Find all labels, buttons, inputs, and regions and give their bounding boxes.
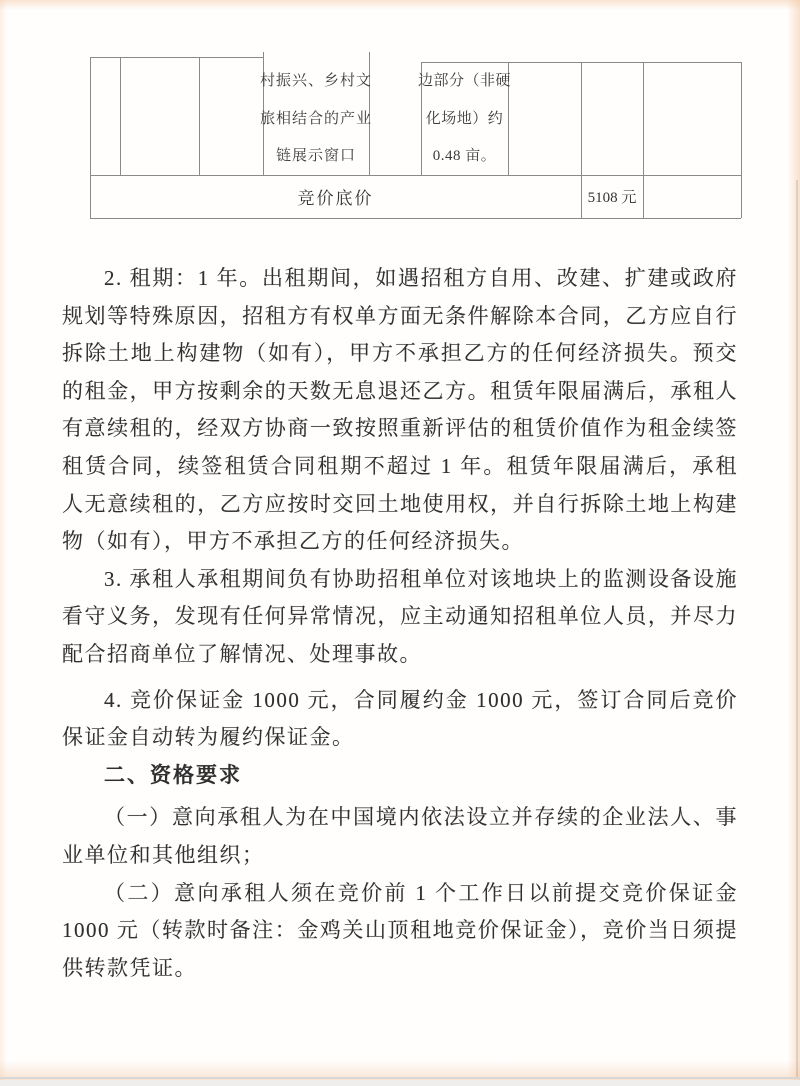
area-line-1: 边部分（非硬: [418, 73, 512, 89]
table-cell-area: [418, 72, 512, 165]
paragraph-qualification-1: （一）意向承租人为在中国境内依法设立并存续的企业法人、事业单位和其他组织；: [62, 805, 738, 867]
table-border-col1: [120, 57, 121, 175]
table-border-right: [741, 62, 742, 218]
floor-price-value: 5108 元: [587, 190, 637, 206]
paragraph-custody-duty: 3. 承租人承租期间负有协助招租单位对该地块上的监测设备设施看守义务，发现有任何异常情况，应主动通知招租单位人员，并尽力配合招商单位了解情况、处理事故。: [62, 566, 738, 666]
heading-qualification-requirements: 二、资格要求: [104, 763, 242, 787]
table-border-col2: [199, 57, 200, 175]
table-border-top-left: [90, 57, 264, 58]
paragraph-qualification-2: （二）意向承租人须在竞价前 1 个工作日以前提交竞价保证金 1000 元（转款时备注：金鸡关山顶租地竞价保证金），竞价当日须提供转款凭证。: [62, 880, 738, 980]
scan-line-right: [796, 180, 798, 1078]
document-body: [62, 260, 738, 987]
paragraph-deposit: 4. 竞价保证金 1000 元，合同履约金 1000 元，签订合同后竞价保证金自动转为履约保证金。: [62, 687, 738, 750]
scan-band-bottom: [0, 1080, 800, 1086]
scan-edge-top: [0, 0, 800, 10]
area-line-3: 0.48 亩。: [432, 148, 497, 164]
scan-line-bottom: [0, 1077, 800, 1079]
area-line-2: 化场地）约: [425, 110, 504, 127]
usage-line-1: 村振兴、乡村文: [260, 73, 373, 89]
paragraph-lease-term: 2. 租期：1 年。出租期间，如遇招租方自用、改建、扩建或政府规划等特殊原因，招租方有权单方面无条件解除本合同，乙方应自行拆除土地上构建物（如有），甲方不承担乙方的任何经济损失。预交的租金，甲方按剩余的天数无息退还乙方。租赁年限届满后，承租人有意续租的，经双方协商一致按照重新评估的租赁价值作为租金续签租赁合同，续签租赁合同租期不超过 1 年。租赁年限届满后，承租人无意续租的，乙方应按时交回土地使用权，并自行拆除土地上构建物（如有），甲方不承担乙方的任何经济损失。: [62, 266, 738, 554]
table-border-col8: [643, 62, 644, 218]
usage-line-3: 链展示窗口: [275, 148, 356, 164]
table-border-bottom: [90, 218, 741, 219]
scan-edge-right: [787, 0, 800, 1086]
scan-edge-left: [0, 0, 7, 1086]
usage-line-2: 旅相结合的产业: [260, 110, 373, 127]
floor-price-label: 竞价底价: [297, 189, 374, 208]
table-cell-usage: [260, 72, 373, 165]
